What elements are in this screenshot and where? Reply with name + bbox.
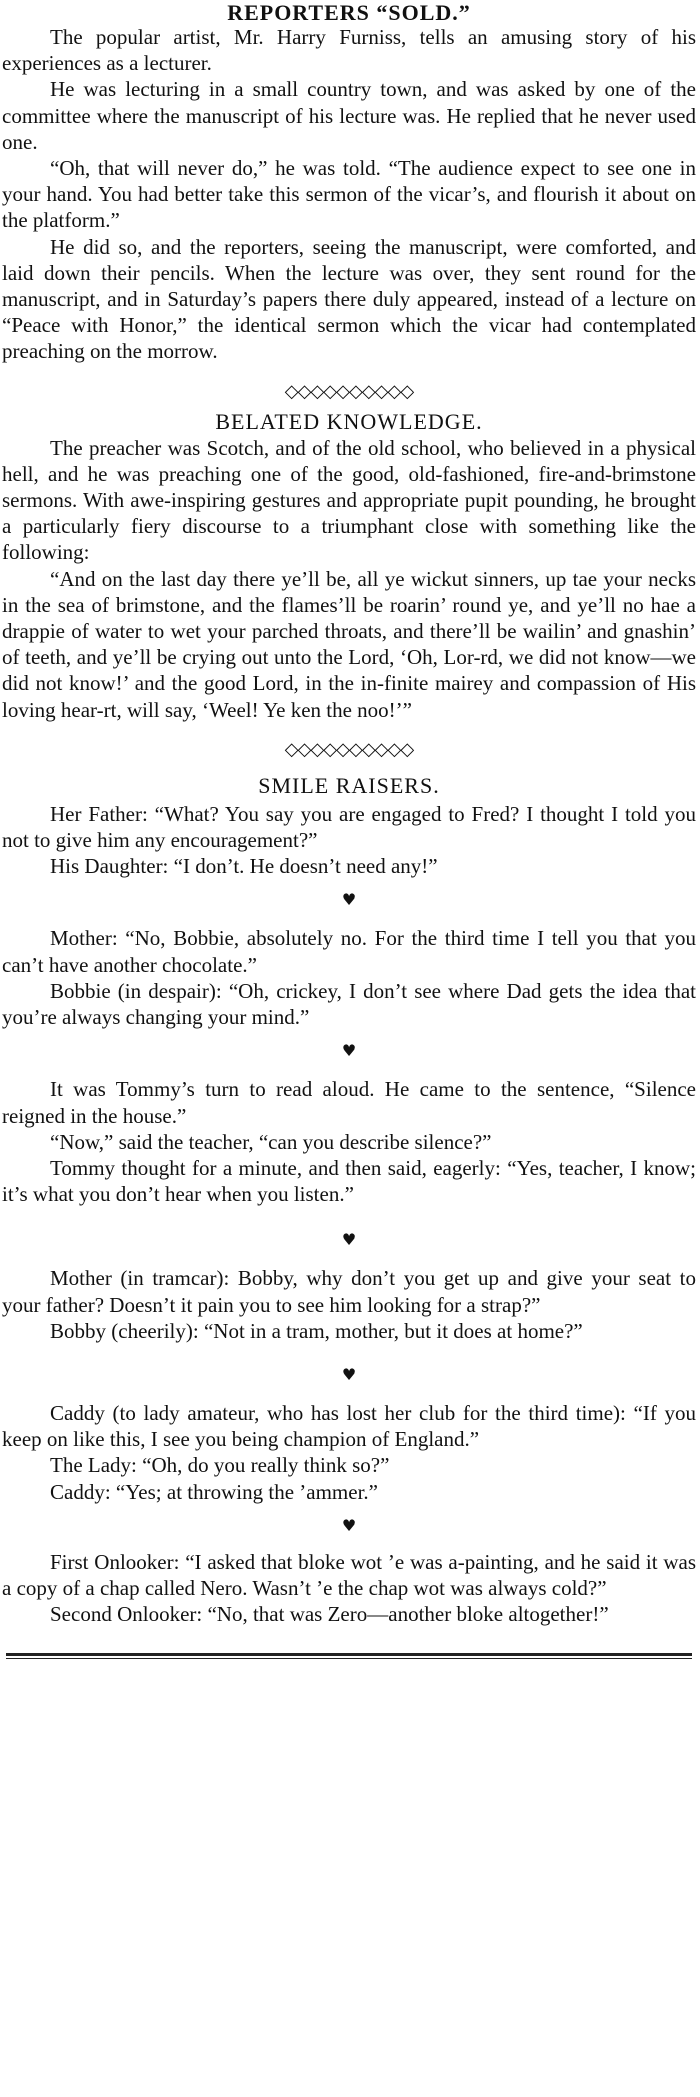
- belated-title: BELATED KNOWLEDGE.: [215, 408, 483, 434]
- ornament-divider: ◇◇◇◇◇◇◇◇◇◇: [284, 380, 414, 402]
- reporters-para-1: The popular artist, Mr. Harry Furniss, tells an amusing story of his experiences as a lecturer.: [2, 25, 696, 76]
- belated-para-1: The preacher was Scotch, and of the old school, who believed in a physical hell, and he was preaching one of the good, old-fashioned, fire-and-brimstone sermons. With awe-inspiring gestures and appropriate pupit pounding, he brought a particularly fiery discourse to a triumphant close with something like the following:: [2, 435, 696, 565]
- heart-icon: ♥: [341, 1364, 357, 1384]
- reporters-para-2: He was lecturing in a small country town, and was asked by one of the committee where the manuscript of his lecture was. He replied that he never used one.: [2, 77, 696, 154]
- heart-icon: ♥: [341, 1230, 357, 1250]
- heart-icon: ♥: [341, 1515, 357, 1535]
- joke-2-line-1: Mother: “No, Bobbie, absolutely no. For the third time I tell you that you can’t have another chocolate.”: [2, 926, 696, 977]
- heart-icon: ♥: [341, 890, 357, 910]
- joke-1-line-1: Her Father: “What? You say you are engaged to Fred? I thought I told you not to give him any encouragement?”: [2, 801, 696, 853]
- reporters-para-3: “Oh, that will never do,” he was told. “The audience expect to see one in your hand. You had better take this sermon of the vicar’s, and flourish it about on the platform.”: [2, 156, 696, 233]
- joke-2-line-2: Bobbie (in despair): “Oh, crickey, I don’t see where Dad gets the idea that you’re always changing your mind.”: [2, 978, 696, 1030]
- joke-1-line-2: His Daughter: “I don’t. He doesn’t need any!”: [50, 854, 438, 879]
- reporters-title: REPORTERS “SOLD.”: [227, 0, 471, 25]
- joke-5-line-1: Caddy (to lady amateur, who has lost her club for the third time): “If you keep on like this, I see you being champion of England.”: [2, 1400, 696, 1452]
- joke-5-line-2: The Lady: “Oh, do you really think so?”: [50, 1453, 390, 1478]
- ornament-divider: ◇◇◇◇◇◇◇◇◇◇: [284, 738, 414, 760]
- joke-3-line-1: It was Tommy’s turn to read aloud. He came to the sentence, “Silence reigned in the house.”: [2, 1077, 696, 1128]
- joke-3-line-2: “Now,” said the teacher, “can you describe silence?”: [50, 1129, 492, 1154]
- joke-4-line-2: Bobby (cheerily): “Not in a tram, mother, but it does at home?”: [50, 1318, 583, 1343]
- reporters-para-4: He did so, and the reporters, seeing the manuscript, were comforted, and laid down their pencils. When the lecture was over, they sent round for the manuscript, and in Saturday’s papers there duly appeared, instead of a lecture on “Peace with Honor,” the identical sermon which the vicar had contemplated preaching on the morrow.: [2, 234, 696, 364]
- belated-para-2: “And on the last day there ye’ll be, all ye wickut sinners, up tae your necks in the sea of brimstone, and the flames’ll be roarin’ round ye, and ye’ll no hae a drappie of water to wet your parched throats, and there’ll be wailin’ and gnashin’ of teeth, and ye’ll be crying out unto the Lord, ‘Oh, Lor-rd, we did not know—we did not know!’ and the good Lord, in the in-finite mairey and compassion of His loving hear-rt, will say, ‘Weel! Ye ken the noo!’”: [2, 566, 696, 722]
- joke-4-line-1: Mother (in tramcar): Bobby, why don’t you get up and give your seat to your father? Doesn’t it pain you to see him looking for a strap?”: [2, 1266, 696, 1317]
- heart-icon: ♥: [341, 1041, 357, 1061]
- joke-3-line-3: Tommy thought for a minute, and then said, eagerly: “Yes, teacher, I know; it’s what you don’t hear when you listen.”: [2, 1155, 696, 1207]
- column-end-rule: [6, 1653, 692, 1659]
- joke-6-line-2: Second Onlooker: “No, that was Zero—another bloke altogether!”: [50, 1602, 609, 1627]
- joke-6-line-1: First Onlooker: “I asked that bloke wot ’e was a-painting, and he said it was a copy of a chap called Nero. Wasn’t ’e the chap wot was always cold?”: [2, 1549, 696, 1600]
- smile-raisers-title: SMILE RAISERS.: [258, 772, 440, 798]
- joke-5-line-3: Caddy: “Yes; at throwing the ’ammer.”: [50, 1479, 378, 1504]
